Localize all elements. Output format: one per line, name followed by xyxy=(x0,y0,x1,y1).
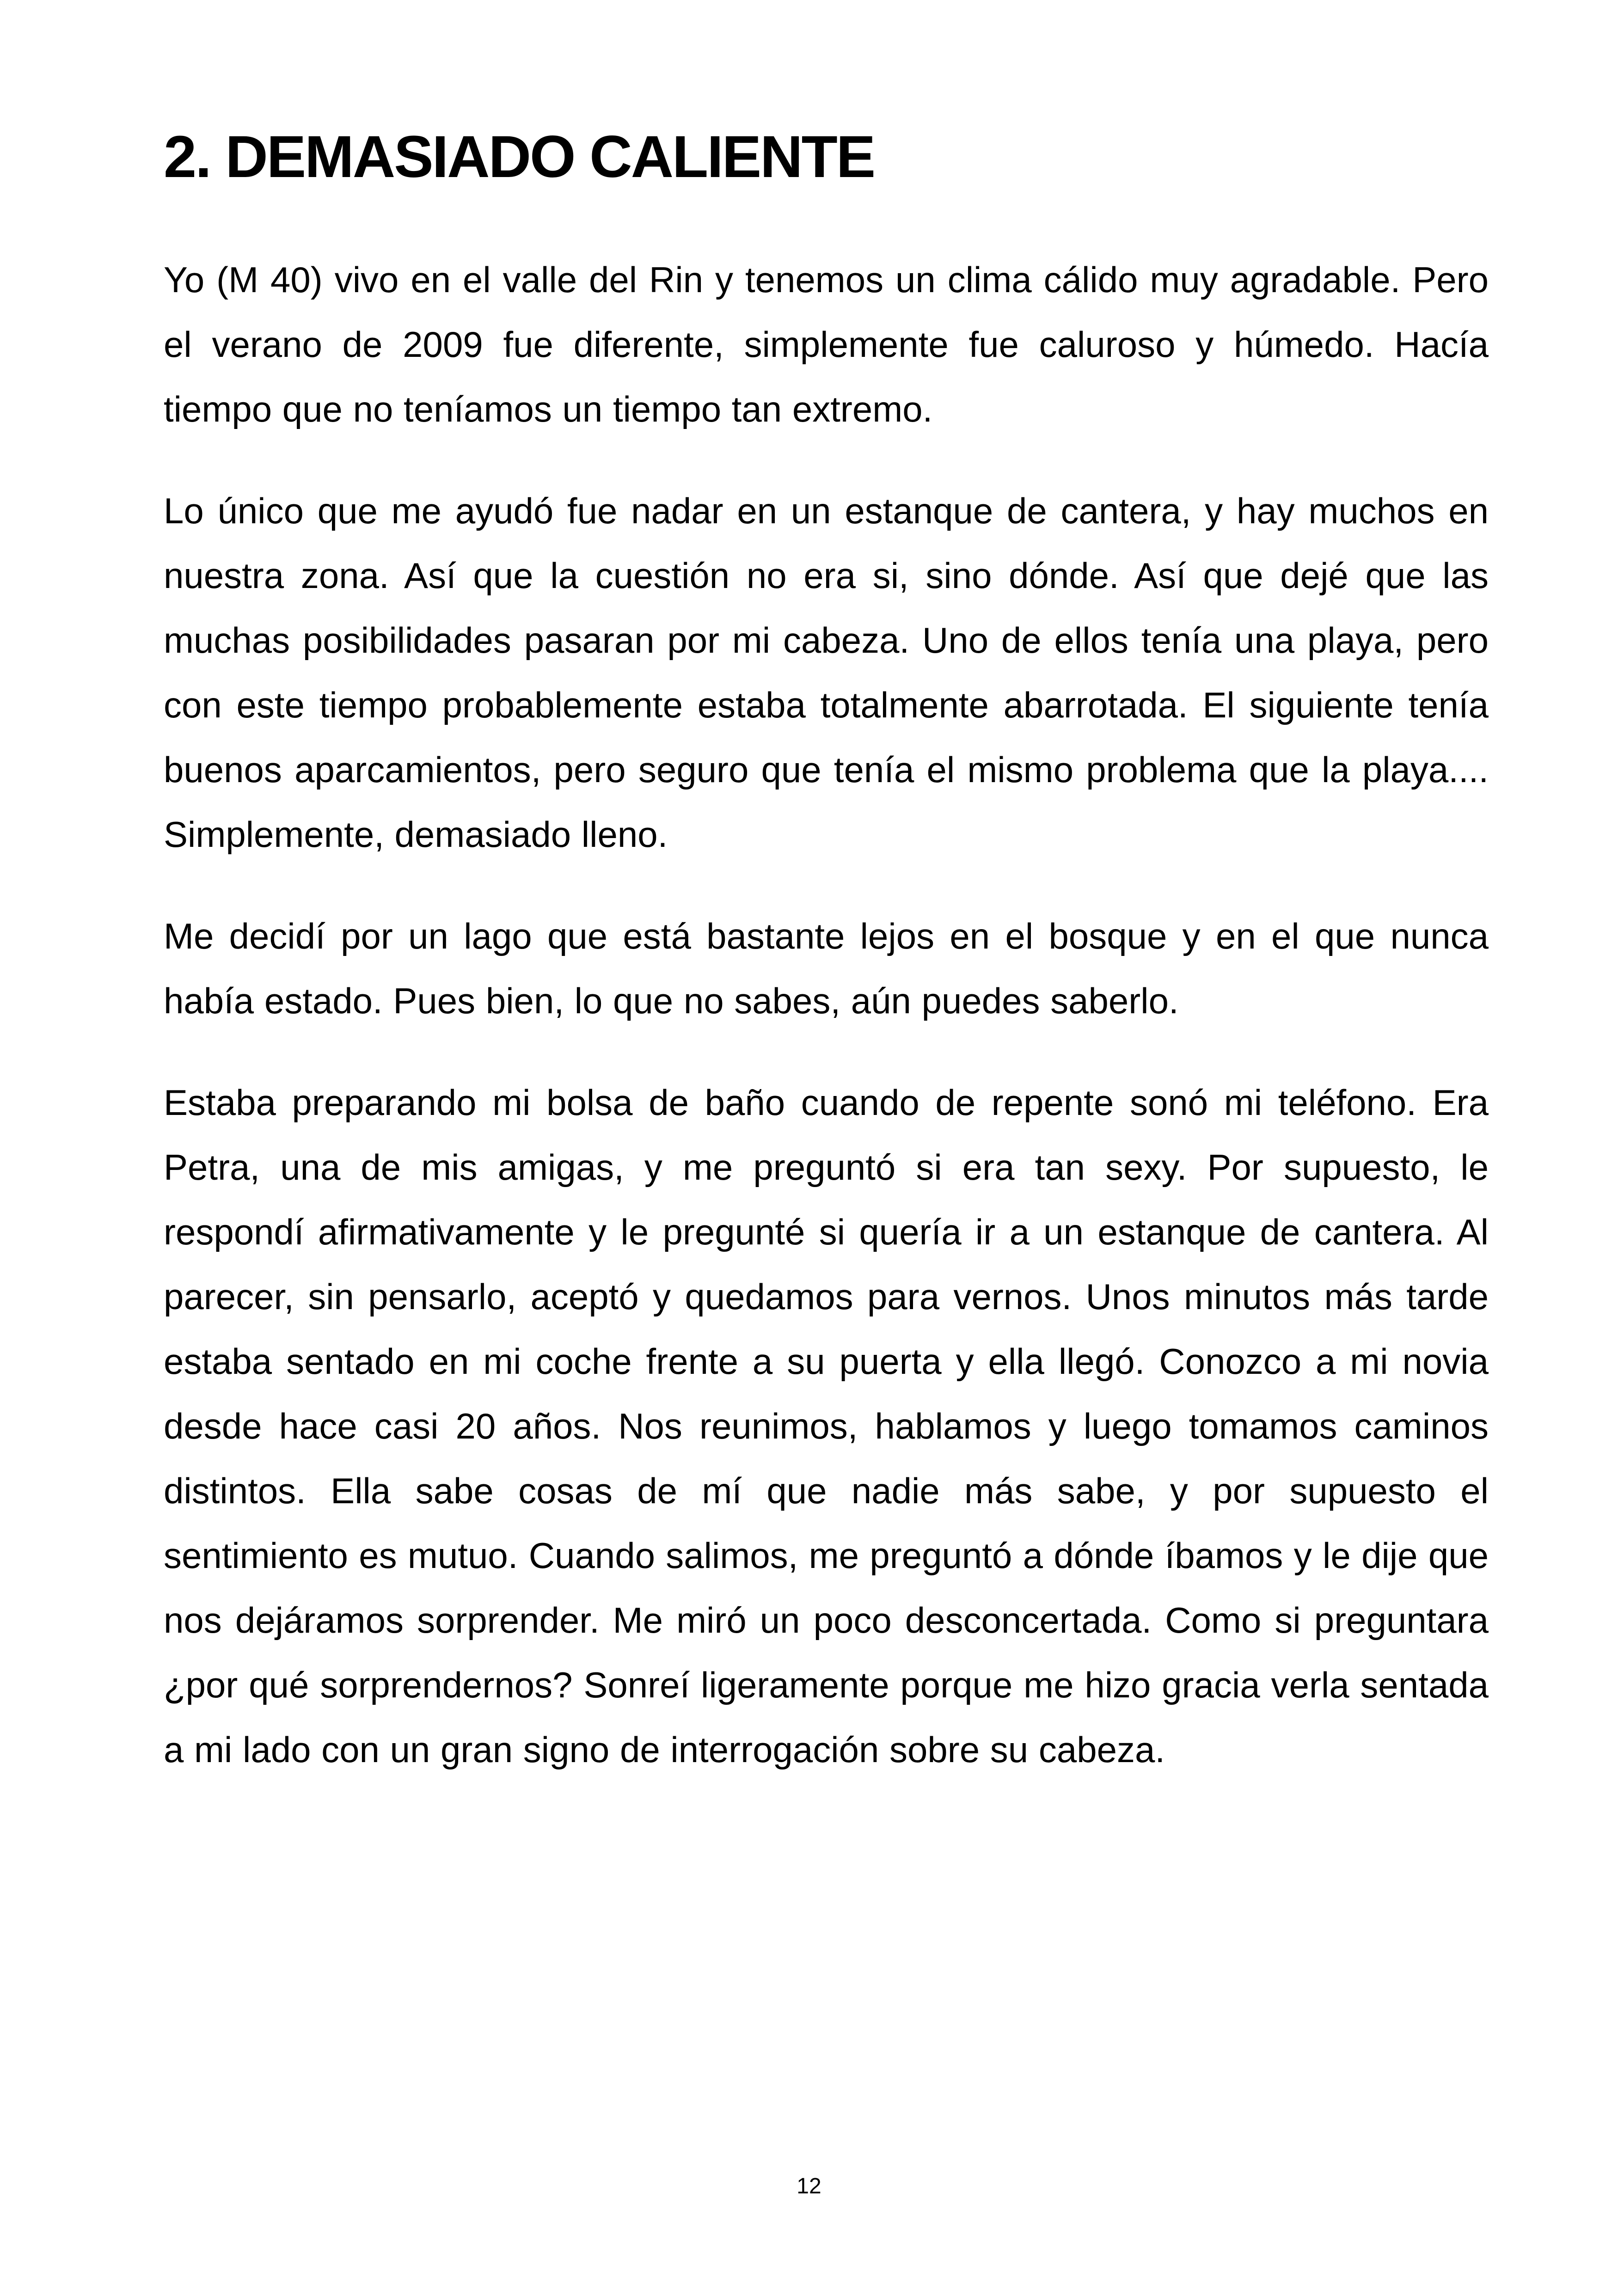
chapter-body xyxy=(164,247,1489,1819)
paragraph-2: Lo único que me ayudó fue nadar en un estanque de cantera, y hay muchos en nuestra zona. Así que la cuestión no era si, sino dónde. Así que dejé que las muchas posibilidades pasaran por mi cabeza. Uno de ellos tenía una playa, pero con este tiempo probablemente estaba totalmente abarrotada. El siguiente tenía buenos aparcamientos, pero seguro que tenía el mismo problema que la playa.... Simplemente, demasiado lleno. xyxy=(164,490,1489,855)
page-number: 12 xyxy=(797,2174,821,2198)
paragraph-1: Yo (M 40) vivo en el valle del Rin y tenemos un clima cálido muy agradable. Pero el verano de 2009 fue diferente, simplemente fue caluroso y húmedo. Hacía tiempo que no teníamos un tiempo tan extremo. xyxy=(164,259,1489,429)
paragraph-4: Estaba preparando mi bolsa de baño cuando de repente sonó mi teléfono. Era Petra, una de mis amigas, y me preguntó si era tan sexy. Por supuesto, le respondí afirmativamente y le pregunté si quería ir a un estanque de cantera. Al parecer, sin pensarlo, aceptó y quedamos para vernos. Unos minutos más tarde estaba sentado en mi coche frente a su puerta y ella llegó. Conozco a mi novia desde hace casi 20 años. Nos reunimos, hablamos y luego tomamos caminos distintos. Ella sabe cosas de mí que nadie más sabe, y por supuesto el sentimiento es mutuo. Cuando salimos, me preguntó a dónde íbamos y le dije que nos dejáramos sorprender. Me miró un poco desconcertada. Como si preguntara ¿por qué sorprendernos? Sonreí ligeramente porque me hizo gracia verla sentada a mi lado con un gran signo de interrogación sobre su cabeza. xyxy=(164,1082,1489,1770)
paragraph-3: Me decidí por un lago que está bastante lejos en el bosque y en el que nunca había estado. Pues bien, lo que no sabes, aún puedes saberlo. xyxy=(164,916,1489,1021)
chapter-title: 2. DEMASIADO CALIENTE xyxy=(164,124,875,190)
